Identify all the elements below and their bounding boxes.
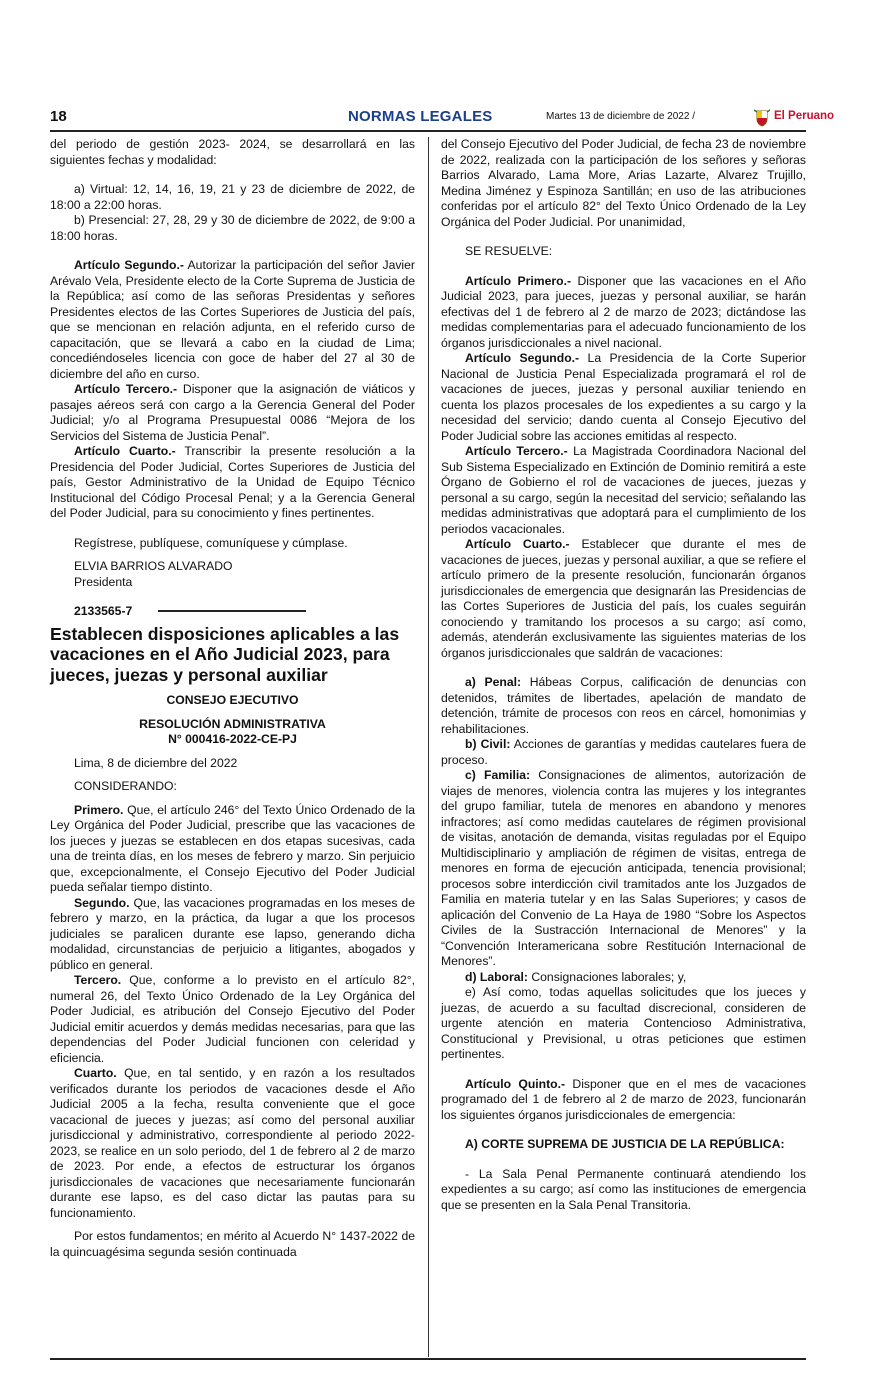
- article-paragraph: [50, 382, 415, 444]
- article-label: Artículo Tercero.-: [74, 382, 178, 396]
- document-code: 2133565-7: [74, 604, 133, 618]
- signer-title: Presidenta: [74, 574, 133, 589]
- left-column: [50, 137, 415, 1260]
- resolves-heading: SE RESUELVE:: [465, 244, 553, 258]
- article-text: La Magistrada Coordinadora Nacional del Sub Sistema Especializado en Extinción de Dominio remitirá a este Órgano de Gobierno el rol de vacaciones de jueces, juezas y personal a su cargo, según la necesitad del servicio; señalando las medidas administrativas que adoptará para el cumplimiento de los periodos vacacionales.: [441, 444, 806, 536]
- place-date: Lima, 8 de diciembre del 2022: [74, 755, 238, 770]
- article-label: Artículo Segundo.-: [465, 351, 580, 365]
- section-heading: A) CORTE SUPREMA DE JUSTICIA DE LA REPÚBLICA:: [465, 1137, 785, 1151]
- considering-text: Que, las vacaciones programadas en los meses de febrero y marzo, en la práctica, da lugar a que los procesos judiciales se paralicen durante ese lapso, generando dicha modalidad, circunstancias de perjuicio a litigantes, abogados y público en general.: [50, 895, 415, 972]
- article-paragraph: [441, 351, 806, 444]
- column-divider: [428, 137, 429, 1357]
- resolution-title: RESOLUCIÓN ADMINISTRATIVA: [139, 716, 326, 731]
- paragraph: Por estos fundamentos; en mérito al Acuerdo N° 1437-2022 de la quincuagésima segunda sesión continuada: [50, 1229, 415, 1259]
- considering-text: Que, el artículo 246° del Texto Único Ordenado de la Ley Orgánica del Poder Judicial, prescribe que las vacaciones de los jueces y juezas se establecen en dos etapas sucesivas, cada una de treinta días, en los meses de febrero y marzo. Sin perjuicio que, excepcionalmente, el Consejo Ejecutivo del Poder Judicial pueda señalar tiempo distinto.: [50, 802, 415, 894]
- considering-paragraph: [50, 803, 415, 896]
- separator-rule: [158, 610, 306, 612]
- considering-paragraph: [50, 973, 415, 1066]
- resolution-number: N° 000416-2022-CE-PJ: [168, 732, 297, 746]
- article-paragraph: [50, 444, 415, 522]
- paragraph: del Consejo Ejecutivo del Poder Judicial, de fecha 23 de noviembre de 2022, realizada con la participación de los señores y señoras Barrios Alvarado, Lama More, Arias Lazarte, Alvarez Trujillo, Medina Jiménez y Espinoza Santillán; en uso de las atribuciones conferidas por el artículo 82° del Texto Único Ordenado de la Ley Orgánica del Poder Judicial. Por unanimidad,: [441, 137, 806, 229]
- signer-name: ELVIA BARRIOS ALVARADO: [74, 559, 233, 573]
- article-paragraph: [441, 1077, 806, 1124]
- article-text: Establecer que durante el mes de vacaciones de jueces, juezas y personal auxiliar, a que se refiere el artículo primero de la presente resolución, funcionarán órganos jurisdiccionales de emergencia que designarán las Presidencias de las Cortes Superiores de Justicia del país, los cuales seguirán conociendo y tramitando los procesos a su cargo; así como, además, atenderán exclusivamente las siguientes materias de los órganos jurisdiccionales que saldrán de vacaciones:: [441, 537, 806, 660]
- article-text: La Presidencia de la Corte Superior Nacional de Justicia Penal Especializada programará el rol de vacaciones de jueces, juezas y personal auxiliar teniendo en cuenta los plazos procesales de los expedientes a su cargo y la necesidad del servicio; dando cuenta al Consejo Ejecutivo del Poder Judicial sobre las acciones emitidas al respecto.: [441, 351, 806, 443]
- article-text: Transcribir la presente resolución a la Presidencia del Poder Judicial, Cortes Superiores de Justicia del país, Gestor Administrativo de la Unidad de Equipo Técnico Institucional del Código Procesal Penal; y a la Gerencia General del Poder Judicial, para su conocimiento y fines pertinentes.: [50, 444, 415, 520]
- list-item-label: d) Laboral:: [465, 969, 528, 984]
- list-item-text: Acciones de garantías y medidas cautelares fuera de proceso.: [441, 737, 806, 767]
- list-item-label: a) Penal:: [465, 675, 522, 689]
- paragraph: a) Virtual: 12, 14, 16, 19, 21 y 23 de diciembre de 2022, de 18:00 a 22:00 horas.: [50, 182, 415, 212]
- right-column: [441, 137, 806, 1213]
- considering-label: Tercero.: [74, 973, 122, 987]
- article-text: Disponer que las vacaciones en el Año Judicial 2023, para jueces, juezas y personal auxiliar, se harán efectivas del 1 de febrero al 2 de marzo de 2023; dictándose las medidas complementarias para el adecuado funcionamiento de los órganos jurisdiccionales a nivel nacional.: [441, 273, 806, 350]
- list-item-label: b) Civil:: [465, 737, 511, 751]
- considering-heading: CONSIDERANDO:: [74, 779, 177, 793]
- considering-paragraph: [50, 896, 415, 974]
- page-number: 18: [50, 108, 67, 125]
- article-label: Artículo Primero.-: [465, 273, 572, 288]
- issuing-body: CONSEJO EJECUTIVO: [166, 693, 299, 707]
- paragraph: b) Presencial: 27, 28, 29 y 30 de diciembre de 2022, de 9:00 a 18:00 horas.: [50, 213, 415, 243]
- article-text: Disponer que en el mes de vacaciones programado del 1 de febrero al 2 de marzo de 2023, funcionarán los siguientes órganos jurisdiccionales de emergencia:: [441, 1076, 807, 1122]
- page-header: [50, 108, 835, 132]
- list-item: [441, 675, 806, 737]
- section-title: NORMAS LEGALES: [348, 108, 493, 125]
- closing-formula: Regístrese, publíquese, comuníquese y cúmplase.: [74, 535, 348, 550]
- article-paragraph: [441, 274, 806, 352]
- footer-rule: [50, 1358, 806, 1360]
- considering-text: Que, en tal sentido, y en razón a los resultados verificados durante los periodos de vacaciones desde el Año Judicial 2005 a la fecha, resulta conveniente que el goce vacacional de jueces y juezas; así como del personal auxiliar jurisdiccional y administrativo, correspondiente al periodo 2022-2023, se realice en un solo periodo, del 1 de febrero al 2 de marzo de 2023. Por ende, a efectos de estructurar los órganos jurisdiccionales de vacaciones que necesariamente funcionarán durante ese lapso, es del caso dictar las pautas para su funcionamiento.: [50, 1066, 415, 1220]
- considering-label: Segundo.: [74, 895, 130, 910]
- article-label: Artículo Segundo.-: [74, 258, 184, 272]
- article-label: Artículo Cuarto.-: [465, 537, 570, 551]
- paragraph: - La Sala Penal Permanente continuará atendiendo los expedientes a su cargo; así como las instituciones de emergencia que se presenten en la Sala Penal Transitoria.: [441, 1166, 806, 1212]
- article-paragraph: [50, 258, 415, 382]
- article-headline: Establecen disposiciones aplicables a las vacaciones en el Año Judicial 2023, para jueces, juezas y personal auxiliar: [50, 623, 400, 685]
- article-label: Artículo Quinto.-: [465, 1076, 566, 1091]
- list-item-text: Consignaciones laborales; y,: [527, 969, 687, 984]
- article-text: Autorizar la participación del señor Javier Arévalo Vela, Presidente electo de la Corte Suprema de Justicia de la República; así como de las señoras Presidentas y señores Presidentes electos de las Cortes Superiores de Justicia del país, que se mencionan en relación adjunta, en el referido curso de capacitación, que se llevará a cabo en la ciudad de Lima; concediéndoseles licencia con goce de haber del 27 al 30 de diciembre del año en curso.: [50, 258, 415, 381]
- list-item: [441, 970, 806, 986]
- article-label: Artículo Tercero.-: [465, 444, 568, 458]
- list-item-label: c) Familia:: [465, 768, 531, 782]
- issue-date: Martes 13 de diciembre de 2022 /: [546, 111, 695, 122]
- article-paragraph: [441, 537, 806, 661]
- list-item: [441, 768, 806, 970]
- paragraph: del periodo de gestión 2023- 2024, se desarrollará en las siguientes fechas y modalidad:: [50, 137, 415, 167]
- list-item: [441, 737, 806, 768]
- list-item: e) Así como, todas aquellas solicitudes que los jueces y juezas, de acuerdo a su facultad discrecional, consideren de urgente atención en materia Contencioso Administrativa, Constitucional y Previsional, u otras peticiones que estimen pertinentes.: [441, 985, 806, 1061]
- considering-label: Primero.: [74, 802, 124, 817]
- article-text: Disponer que la asignación de viáticos y pasajes aéreos será con cargo a la Gerencia General del Poder Judicial; y/o al Programa Presupuestal 0086 “Mejora de los Servicios del Sistema de Justicia Penal”.: [50, 382, 415, 443]
- list-item-text: Consignaciones de alimentos, autorización de viajes de menores, violencia contra las mujeres y los integrantes del grupo familiar, tutela de menores en abandono y menores infractores; así como medidas cautelares de régimen provisional de visitas, anotación de demanda, visitas reguladas por el Equipo Multidisciplinario y ampliación de régimen de visitas, entrega de menores en forma de ejecución anticipada, tenencia provisional; procesos sobre interdicción civil tramitados ante los Juzgados de Familia en materia tutelar y en las Salas Superiores; y casos de aplicación del Convenio de La Haya de 1980 “Sobre los Aspectos Civiles de la Sustracción Internacional de Menores” y la “Convención Interamericana sobre Restitución Internacional de Menores”.: [441, 768, 806, 968]
- article-label: Artículo Cuarto.-: [74, 444, 176, 458]
- list-item-text: Hábeas Corpus, calificación de denuncias con detenidos, trámites de libertades, apelación de mandato de detención, trámite de procesos con reos en cárcel, homonimias y rehabilitaciones.: [441, 675, 806, 736]
- article-paragraph: [441, 444, 806, 537]
- considering-text: Que, conforme a lo previsto en el artículo 82°, numeral 26, del Texto Único Ordenado de la Ley Orgánica del Poder Judicial, es atribución del Consejo Ejecutivo del Poder Judicial emitir acuerdos y demás medidas necesarias, para que las dependencias del Poder Judicial funcionen con celeridad y eficiencia.: [50, 973, 415, 1065]
- considering-paragraph: [50, 1066, 415, 1221]
- publication-name: El Peruano: [774, 110, 835, 122]
- peru-coat-of-arms-icon: [754, 109, 770, 127]
- considering-label: Cuarto.: [74, 1066, 117, 1080]
